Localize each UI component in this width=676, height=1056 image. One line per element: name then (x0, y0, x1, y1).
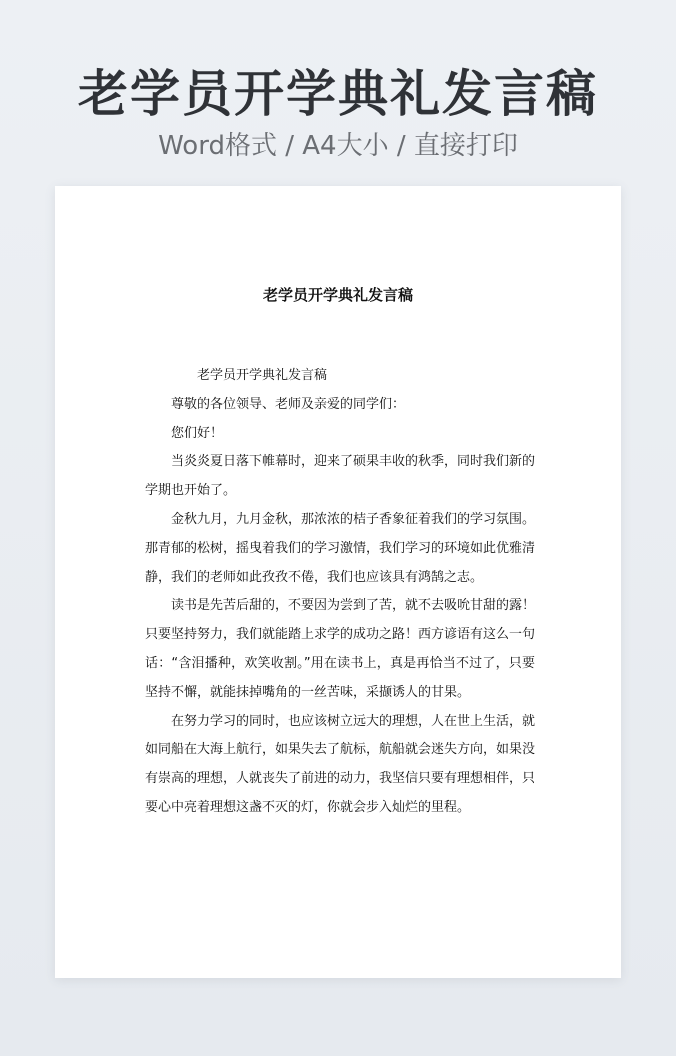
paragraph: 当炎炎夏日落下帷幕时，迎来了硕果丰收的秋季，同时我们新的学期也开始了。 (145, 454, 536, 499)
document-subheading: 老学员开学典礼发言稿 (197, 368, 328, 383)
paragraph: 金秋九月，九月金秋，那浓浓的桔子香象征着我们的学习氛围。那青郁的松树，摇曳着我们的学习激情，我们学习的环境如此优雅清静，我们的老师如此孜孜不倦，我们也应该具有鸿鹄之志。 (145, 511, 536, 585)
greeting: 您们好！ (171, 425, 224, 441)
paragraph: 在努力学习的同时，也应该树立远大的理想，人在世上生活，就如同船在大海上航行，如果失去了航标，航船就会迷失方向，如果没有崇高的理想，人就丧失了前进的动力，我坚信只要有理想相伴，只要心中亮着理想这盏不灭的灯，你就会步入灿烂的里程。 (145, 713, 536, 815)
banner-title: 老学员开学典礼发言稿 (78, 65, 598, 123)
salutation: 尊敬的各位领导、老师及亲爱的同学们： (171, 396, 406, 412)
document-body (145, 362, 535, 823)
paragraph: 读书是先苦后甜的，不要因为尝到了苦，就不去吸吮甘甜的露！只要坚持努力，我们就能踏上求学的成功之路！西方谚语有这么一句话：“含泪播种，欢笑收割。”用在读书上，真是再恰当不过了，只要坚持不懈，就能抹掉嘴角的一丝苦味，采撷诱人的甘果。 (145, 598, 536, 700)
document-title: 老学员开学典礼发言稿 (262, 286, 413, 304)
document-page (55, 186, 621, 978)
banner-subtitle: Word格式 / A4大小 / 直接打印 (158, 131, 518, 161)
banner (0, 62, 676, 164)
